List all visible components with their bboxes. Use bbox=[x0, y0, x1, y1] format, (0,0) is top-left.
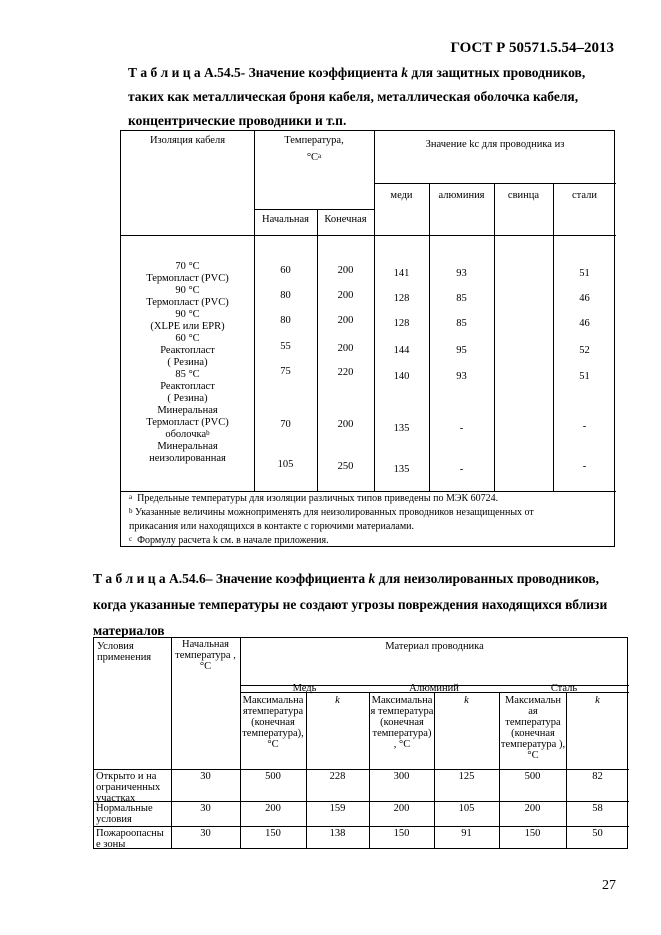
note-b: $^b$ Указанные величины можноприменять для неизолированных проводников незащищенных от bbox=[129, 507, 534, 518]
header-initial-temp: Начальная температура , °C bbox=[175, 639, 236, 672]
header-temperature: Температура, bbox=[284, 135, 344, 146]
steel-column: 51 46 46 52 51 - - bbox=[579, 268, 590, 472]
header-final: Конечная bbox=[324, 214, 367, 225]
row-cu-k: 138 bbox=[329, 828, 346, 839]
row-initial: 30 bbox=[200, 828, 211, 839]
row-al-k: 105 bbox=[458, 803, 475, 814]
header-steel-max-temp: Максимальн ая температура (конечная температура ), °C bbox=[500, 695, 566, 761]
row-cu-k: 228 bbox=[329, 771, 346, 782]
table2-caption: Т а б л и ц а А.54.6– Значение коэффициента k для неизолированных проводников, когда указанные температуры не создают угрозы повреждения находящихся вблизи материалов bbox=[93, 571, 608, 638]
row-st-max: 200 bbox=[524, 803, 541, 814]
row-cu-max: 500 bbox=[265, 771, 281, 782]
row-al-max: 150 bbox=[393, 828, 410, 839]
row-st-max: 150 bbox=[524, 828, 541, 839]
header-steel: стали bbox=[572, 190, 597, 201]
initial-temp-column: 60 80 80 55 75 70 105 bbox=[277, 265, 294, 470]
row-initial: 30 bbox=[200, 803, 211, 814]
header-copper-k: k bbox=[335, 695, 340, 706]
header-insulation: Изоляция кабеля bbox=[149, 135, 226, 146]
note-a: $^a$ Предельные температуры для изоляции различных типов приведены по МЭК 60724. bbox=[129, 493, 499, 504]
header-temperature-unit: $^\circ C^a$ bbox=[306, 152, 322, 163]
header-aluminium: алюминия bbox=[438, 190, 485, 201]
header-copper-max-temp: Максимальна ятемпература (конечная температура), °C bbox=[242, 695, 304, 750]
insulation-column: 70 °C Термопласт (PVC) 90 °C Термопласт (PVC) 90 °C (XLPE или EPR) 60 °C Реактопласт ( Резина) 85 °C Реактопласт ( Резина) Минеральная Термопласт (PVC) оболочка$^b$ Минеральная неизолированная bbox=[146, 261, 229, 464]
table-a54-6 bbox=[93, 637, 628, 849]
row-al-max: 200 bbox=[393, 803, 410, 814]
row-al-k: 91 bbox=[461, 828, 472, 839]
copper-column: 141 128 128 144 140 135 135 bbox=[393, 268, 410, 475]
header-steel: Сталь bbox=[550, 683, 578, 694]
header-alu-max-temp: Максимальна я температура (конечная температура) , °C bbox=[370, 695, 434, 750]
row-al-k: 125 bbox=[458, 771, 475, 782]
row-condition-normal: Нормальные условия bbox=[96, 803, 153, 825]
header-conditions: Условия применения bbox=[97, 641, 152, 663]
header-aluminium: Алюминий bbox=[409, 683, 459, 694]
row-condition-open: Открыто и на ограниченных участках bbox=[96, 771, 161, 804]
row-condition-fire: Пожароопасны е зоны bbox=[96, 828, 164, 850]
final-temp-column: 200 200 200 200 220 200 250 bbox=[337, 265, 354, 472]
header-initial: Начальная bbox=[262, 214, 309, 225]
header-copper: меди bbox=[390, 190, 413, 201]
note-b-continued: прикасания или находящихся в контакте с горючими материалами. bbox=[129, 521, 415, 532]
row-cu-k: 159 bbox=[329, 803, 346, 814]
table1-caption: Т а б л и ц а А.54.5- Значение коэффициента k для защитных проводников, таких как металлическая броня кабеля, металлическая оболочка кабеля, концентрические проводники и т.п. bbox=[128, 65, 586, 128]
page-number: 27 bbox=[602, 878, 616, 893]
header-material: Материал проводника bbox=[385, 641, 484, 652]
row-st-k: 82 bbox=[592, 771, 603, 782]
header-alu-k: k bbox=[464, 695, 469, 706]
row-al-max: 300 bbox=[393, 771, 410, 782]
header-steel-k: k bbox=[595, 695, 600, 706]
note-c: $^c$ Формулу расчета k см. в начале приложения. bbox=[129, 535, 329, 546]
row-st-k: 50 bbox=[592, 828, 603, 839]
row-cu-max: 150 bbox=[265, 828, 281, 839]
table-a54-5 bbox=[120, 130, 615, 547]
row-st-k: 58 bbox=[592, 803, 603, 814]
standard-header: ГОСТ Р 50571.5.54–2013 bbox=[450, 40, 614, 56]
row-initial: 30 bbox=[200, 771, 211, 782]
row-st-max: 500 bbox=[524, 771, 541, 782]
aluminium-column: 93 85 85 95 93 - - bbox=[456, 268, 467, 475]
header-kc-value: Значение kc для проводника из bbox=[425, 139, 565, 150]
row-cu-max: 200 bbox=[265, 803, 281, 814]
header-lead: свинца bbox=[507, 190, 540, 201]
header-copper: Медь bbox=[292, 683, 317, 694]
